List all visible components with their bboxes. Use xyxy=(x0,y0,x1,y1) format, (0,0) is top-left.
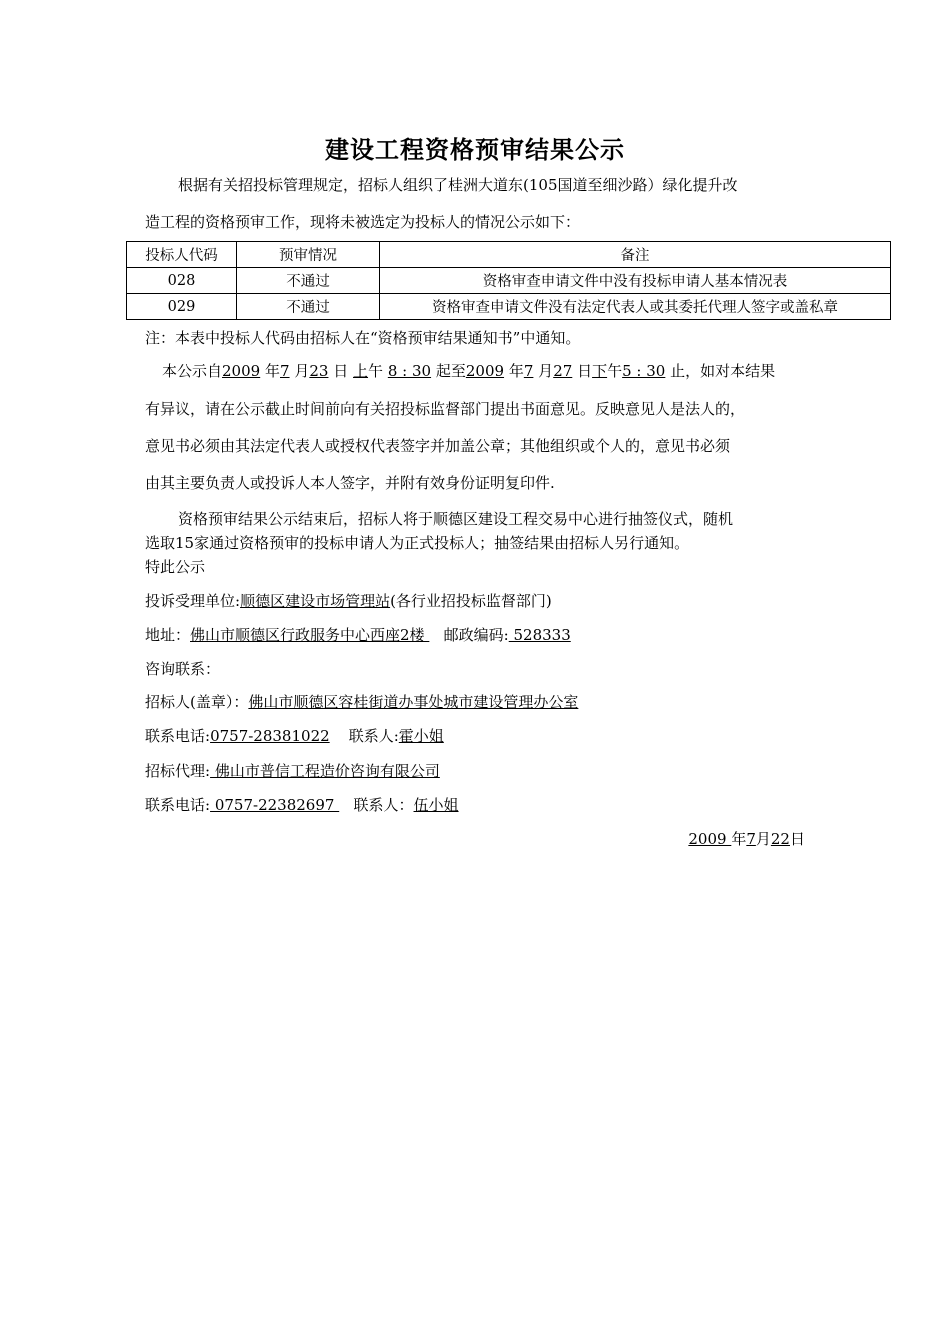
table-note: 注：本表中投标人代码由招标人在“资格预审结果通知书”中通知。 xyxy=(145,329,581,347)
special-notice: 特此公示 xyxy=(145,558,206,576)
phone-label: 联系电话: xyxy=(145,796,211,814)
agent-contact-person: 伍小姐 xyxy=(413,796,459,814)
period-prefix: 本公示自 xyxy=(162,362,223,380)
start-month: 7 xyxy=(280,362,290,380)
date-text: 年 xyxy=(731,830,747,848)
complaint-unit: 顺德区建设市场管理站 xyxy=(240,592,391,610)
complaint-label: 投诉受理单位: xyxy=(145,592,241,610)
date-day: 22 xyxy=(770,830,790,848)
cell-remark: 资格审查申请文件没有法定代表人或其委托代理人签字或盖私章 xyxy=(380,294,891,320)
start-time: 8 : 30 xyxy=(387,362,432,380)
cell-status: 不通过 xyxy=(237,294,380,320)
tenderer-contact-person: 霍小姐 xyxy=(398,727,444,745)
period-line xyxy=(162,360,775,381)
tenderer-contact-line xyxy=(145,725,444,746)
tenderer-phone: 0757-28381022 xyxy=(210,727,330,745)
end-day: 27 xyxy=(553,362,573,380)
objection-line-1: 有异议，请在公示截止时间前向有关招投标监督部门提出书面意见。反映意见人是法人的， xyxy=(145,400,746,418)
page-title: 建设工程资格预审结果公示 xyxy=(325,135,625,164)
address-value: 佛山市顺德区行政服务中心西座2楼 xyxy=(190,626,430,644)
complaint-suffix: (各行业招投标监督部门) xyxy=(390,592,552,610)
period-text: 日 xyxy=(333,362,349,380)
end-time: 5 : 30 xyxy=(622,362,666,380)
end-year: 2009 xyxy=(465,362,505,380)
period-text: 月 xyxy=(538,362,554,380)
cell-remark: 资格审查申请文件中没有投标申请人基本情况表 xyxy=(380,268,891,294)
contact-person-label: 联系人： xyxy=(353,796,414,814)
period-text: 年 xyxy=(264,362,280,380)
tenderer-name: 佛山市顺德区容桂街道办事处城市建设管理办公室 xyxy=(248,693,579,711)
agent-contact-line xyxy=(145,794,459,815)
date-year: 2009 xyxy=(688,830,732,848)
intro-line-2: 造工程的资格预审工作，现将未被选定为投标人的情况公示如下： xyxy=(145,213,581,231)
period-suffix: 止，如对本结果 xyxy=(670,362,776,380)
agent-line xyxy=(145,760,440,781)
period-text: 午 xyxy=(607,362,623,380)
lottery-line-2: 选取15家通过资格预审的投标申请人为正式投标人；抽签结果由招标人另行通知。 xyxy=(145,534,690,552)
address-line xyxy=(145,624,571,645)
cell-code: 028 xyxy=(127,268,237,294)
end-month: 7 xyxy=(523,362,534,380)
header-code: 投标人代码 xyxy=(127,242,237,268)
contact-person-label: 联系人: xyxy=(348,727,399,745)
consult-label: 咨询联系： xyxy=(145,660,221,678)
start-ampm: 上 xyxy=(353,362,369,380)
result-table xyxy=(126,241,891,320)
start-year: 2009 xyxy=(222,362,261,380)
tenderer-line xyxy=(145,691,578,712)
date-text: 日 xyxy=(789,830,805,848)
lottery-line-1: 资格预审结果公示结束后，招标人将于顺德区建设工程交易中心进行抽签仪式，随机 xyxy=(178,510,734,528)
date-text: 月 xyxy=(755,830,771,848)
table-row xyxy=(127,294,891,320)
objection-line-3: 由其主要负责人或投诉人本人签字，并附有效身份证明复印件. xyxy=(145,474,555,492)
header-status: 预审情况 xyxy=(237,242,380,268)
intro-line-1: 根据有关招投标管理规定，招标人组织了桂洲大道东(105国道至细沙路）绿化提升改 xyxy=(178,176,738,194)
table-header-row xyxy=(127,242,891,268)
objection-line-2: 意见书必须由其法定代表人或授权代表签字并加盖公章；其他组织或个人的，意见书必须 xyxy=(145,437,731,455)
table-row xyxy=(127,268,891,294)
complaint-line xyxy=(145,590,552,611)
tenderer-label: 招标人(盖章）： xyxy=(145,693,249,711)
notice-date xyxy=(688,828,805,849)
agent-phone: 0757-22382697 xyxy=(210,796,340,814)
postcode-label: 邮政编码: xyxy=(443,626,509,644)
phone-label: 联系电话: xyxy=(145,727,211,745)
postcode-value: 528333 xyxy=(508,626,571,644)
period-text: 月 xyxy=(294,362,310,380)
agent-label: 招标代理: xyxy=(145,762,211,780)
cell-code: 029 xyxy=(127,294,237,320)
end-ampm: 下 xyxy=(592,362,608,380)
address-label: 地址： xyxy=(145,626,191,644)
period-text: 日 xyxy=(577,362,593,380)
header-remark: 备注 xyxy=(380,242,891,268)
period-text: 午 xyxy=(368,362,384,380)
period-text: 起至 xyxy=(435,362,466,380)
cell-status: 不通过 xyxy=(237,268,380,294)
date-month: 7 xyxy=(746,830,756,848)
agent-name: 佛山市普信工程造价咨询有限公司 xyxy=(210,762,440,780)
period-text: 年 xyxy=(508,362,524,380)
start-day: 23 xyxy=(309,362,329,380)
